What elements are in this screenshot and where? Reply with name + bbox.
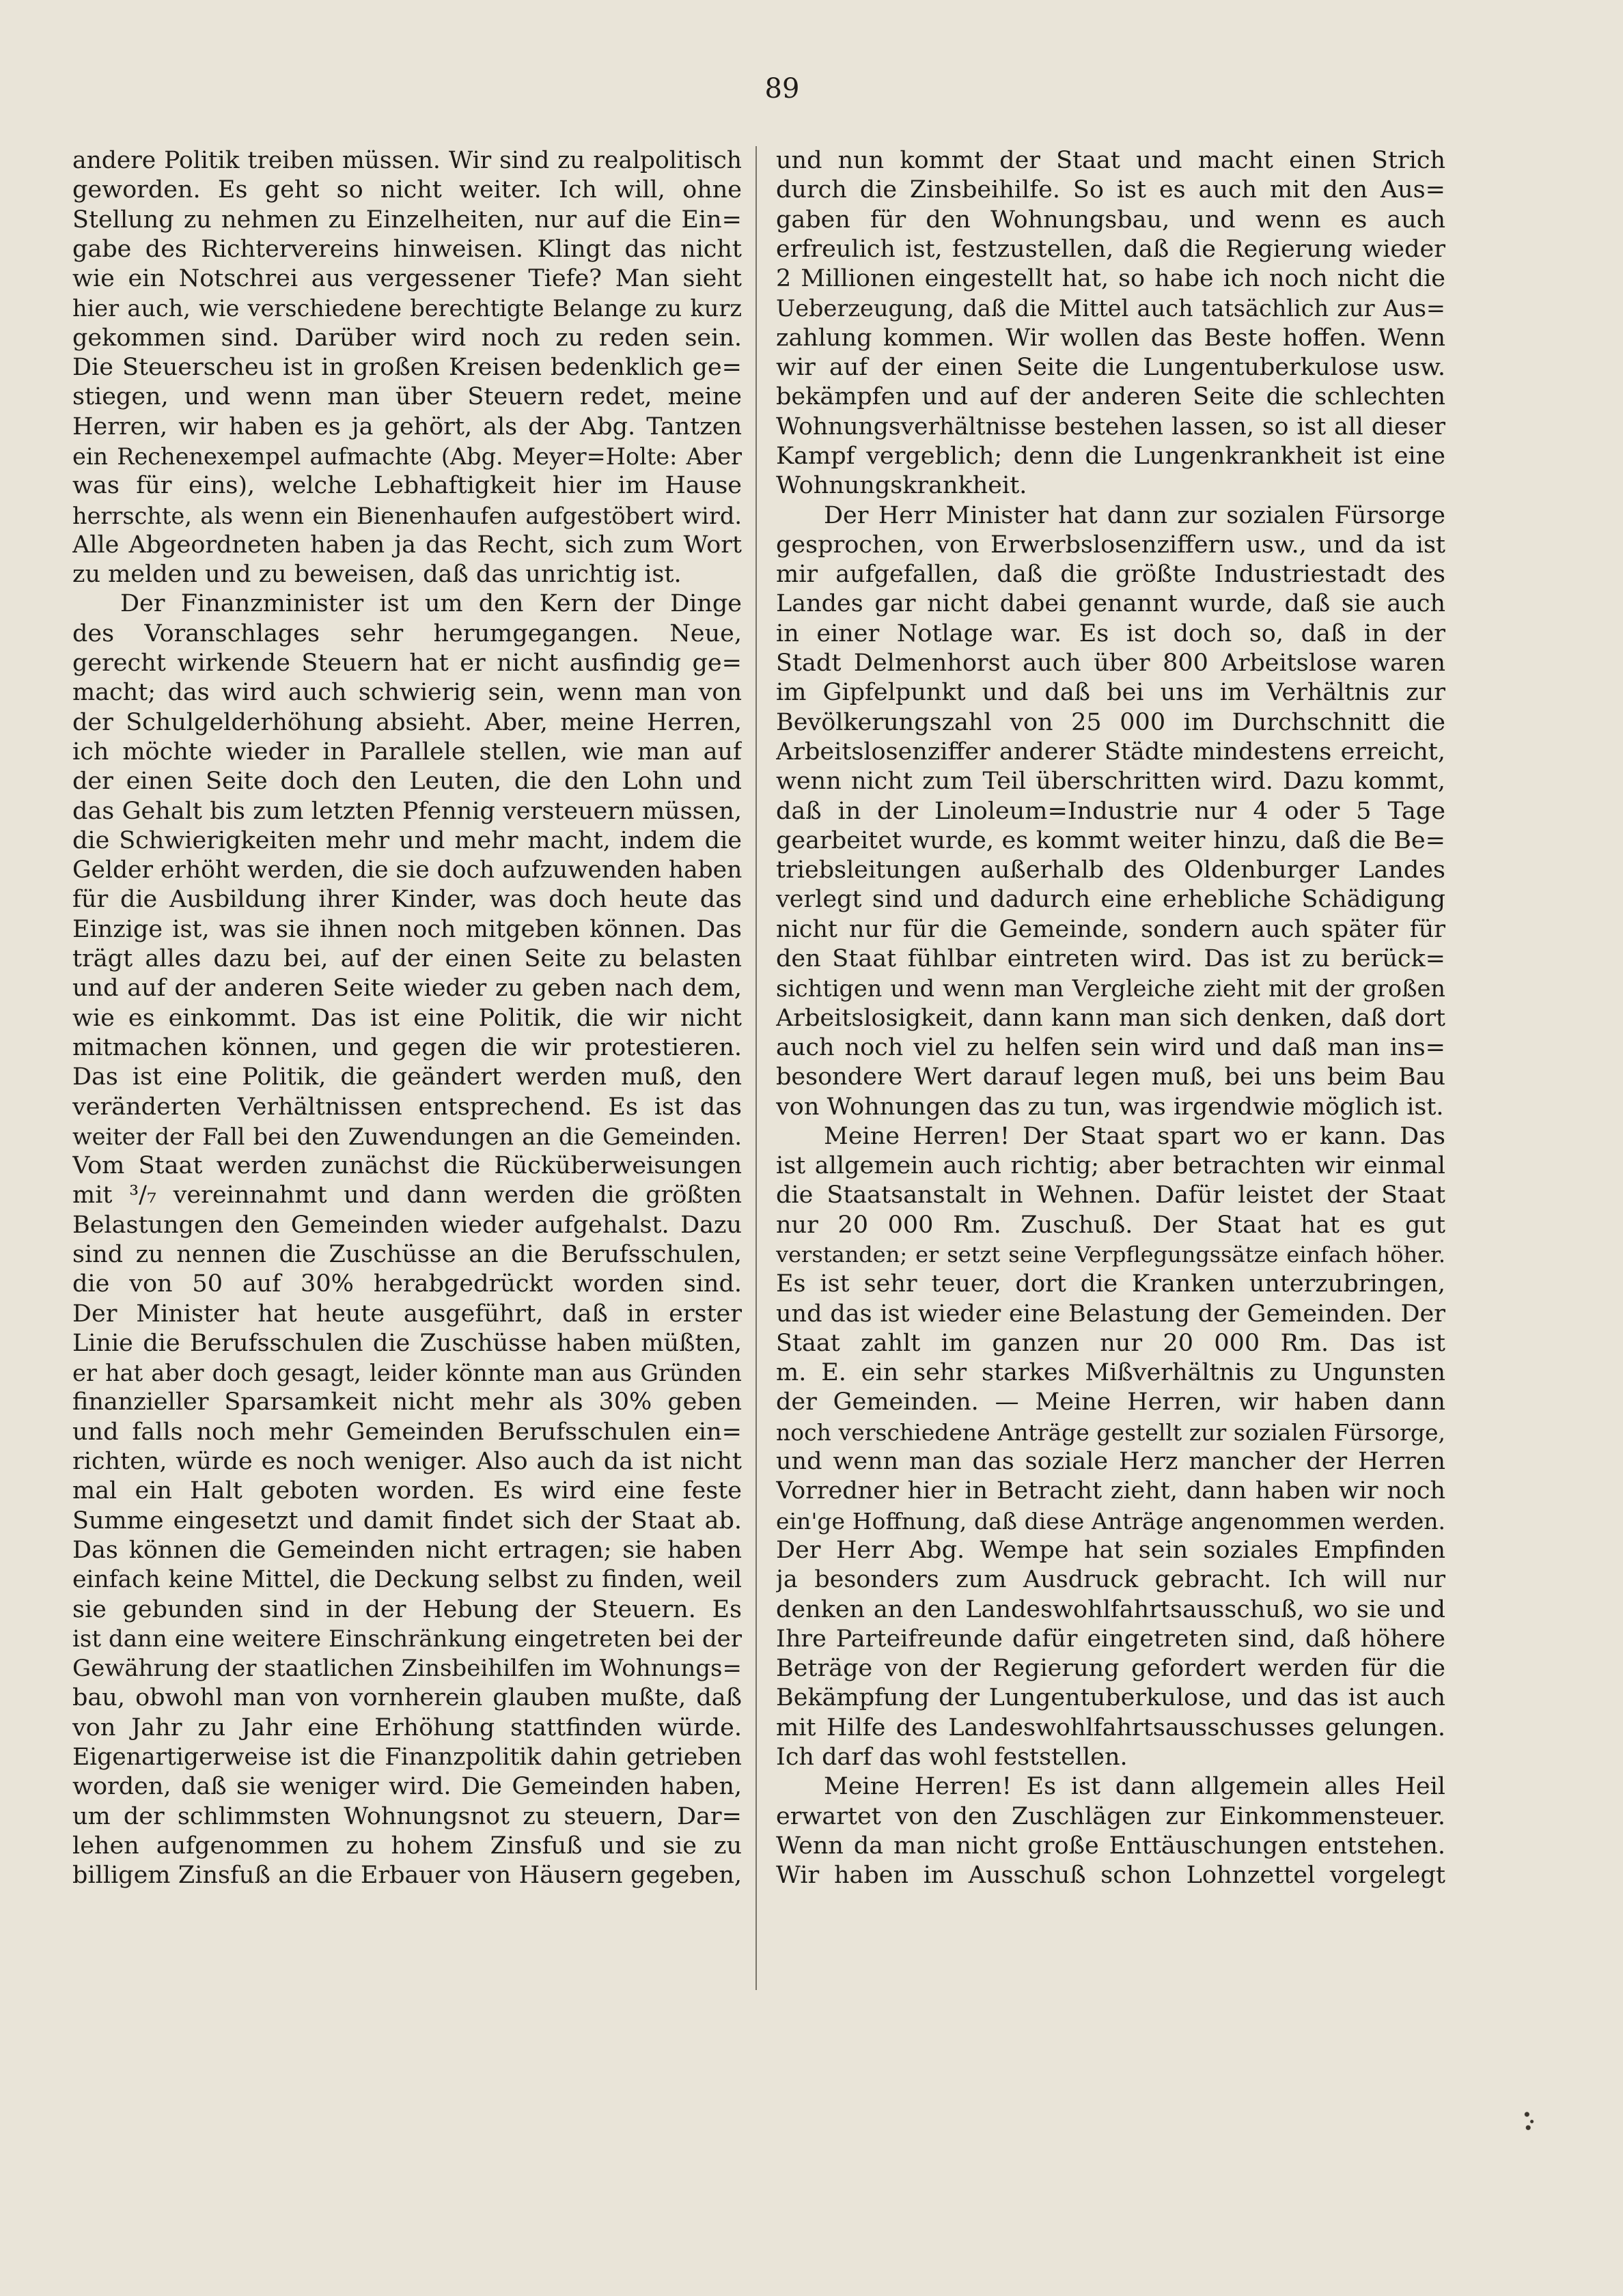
- text-line: gearbeitet wurde, es kommt weiter hinzu, daß die Be=: [776, 826, 1445, 854]
- text-line: das Gehalt bis zum letzten Pfennig versteuern müssen,: [72, 797, 742, 825]
- text-line: Ueberzeugung, daß die Mittel auch tatsächlich zur Aus=: [776, 295, 1445, 322]
- text-line: Eigenartigerweise ist die Finanzpolitik dahin getrieben: [72, 1744, 742, 1772]
- text-line: Alle Abgeordneten haben ja das Recht, sich zum Wort: [72, 531, 742, 559]
- text-line: Bekämpfung der Lungentuberkulose, und das ist auch: [776, 1684, 1445, 1712]
- text-line: und das ist wieder eine Belastung der Gemeinden. Der: [776, 1300, 1445, 1328]
- text-line: Gelder erhöht werden, die sie doch aufzuwenden haben: [72, 856, 742, 884]
- text-line: andere Politik treiben müssen. Wir sind zu realpolitisch: [72, 147, 742, 174]
- text-line: Einzige ist, was sie ihnen noch mitgeben können. Das: [72, 915, 742, 943]
- text-line: die von 50 auf 30% herabgedrückt worden sind.: [72, 1270, 742, 1298]
- text-line: Die Steuerscheu ist in großen Kreisen bedenklich ge=: [72, 354, 742, 382]
- text-line: mitmachen können, und gegen die wir protestieren.: [72, 1033, 742, 1061]
- text-line: Wohnungskrankheit.: [776, 472, 1027, 500]
- text-line: Linie die Berufsschulen die Zuschüsse haben müßten,: [72, 1329, 742, 1357]
- text-line: Kampf vergeblich; denn die Lungenkrankheit ist eine: [776, 442, 1445, 470]
- text-line: nur 20 000 Rm. Zuschuß. Der Staat hat es gut: [776, 1211, 1445, 1239]
- text-line: von Jahr zu Jahr eine Erhöhung stattfinden würde.: [72, 1713, 742, 1741]
- text-line: denken an den Landeswohlfahrtsausschuß, wo sie und: [776, 1595, 1445, 1623]
- text-line: gekommen sind. Darüber wird noch zu reden sein.: [72, 324, 742, 352]
- text-line: richten, würde es noch weniger. Also auch da ist nicht: [72, 1448, 742, 1476]
- text-line: einfach keine Mittel, die Deckung selbst zu finden, weil: [72, 1566, 742, 1594]
- text-line: und falls noch mehr Gemeinden Berufsschulen ein=: [72, 1418, 742, 1446]
- text-line: durch die Zinsbeihilfe. So ist es auch mit den Aus=: [776, 176, 1445, 204]
- text-line: ist allgemein auch richtig; aber betrachten wir einmal: [776, 1152, 1445, 1180]
- text-line: Wohnungsverhältnisse bestehen lassen, so ist all dieser: [776, 412, 1445, 440]
- text-line: die Staatsanstalt in Wehnen. Dafür leistet der Staat: [776, 1181, 1445, 1209]
- text-line: weiter der Fall bei den Zuwendungen an die Gemeinden.: [72, 1123, 742, 1150]
- text-line: ja besonders zum Ausdruck gebracht. Ich will nur: [776, 1566, 1445, 1594]
- left-text-column: [72, 146, 742, 1891]
- text-line: Beträge von der Regierung gefordert werden für die: [776, 1655, 1445, 1683]
- text-line: und nun kommt der Staat und macht einen Strich: [776, 147, 1445, 174]
- text-line: besondere Wert darauf legen muß, bei uns beim Bau: [776, 1063, 1445, 1091]
- ink-speck-mark: [1523, 2110, 1536, 2131]
- text-line: Meine Herren! Es ist dann allgemein alles Heil: [824, 1773, 1445, 1801]
- text-line: was für eins), welche Lebhaftigkeit hier im Hause: [72, 472, 742, 500]
- text-line: Belastungen den Gemeinden wieder aufgehalst. Dazu: [72, 1211, 742, 1239]
- text-line: Der Herr Minister hat dann zur sozialen Fürsorge: [824, 501, 1445, 529]
- text-line: ich möchte wieder in Parallele stellen, wie man auf: [72, 738, 742, 766]
- text-line: Das ist eine Politik, die geändert werden muß, den: [72, 1063, 742, 1091]
- text-line: Das können die Gemeinden nicht ertragen; sie haben: [72, 1536, 742, 1564]
- text-line: verstanden; er setzt seine Verpflegungssätze einfach höher.: [776, 1241, 1445, 1268]
- text-line: Gewährung der staatlichen Zinsbeihilfen im Wohnungs=: [72, 1655, 742, 1683]
- text-line: Bevölkerungszahl von 25 000 im Durchschnitt die: [776, 708, 1445, 736]
- text-line: für die Ausbildung ihrer Kinder, was doch heute das: [72, 886, 742, 914]
- text-line: gerecht wirkende Steuern hat er nicht ausfindig ge=: [72, 649, 742, 677]
- page-number: 89: [764, 73, 800, 104]
- text-line: noch verschiedene Anträge gestellt zur sozialen Fürsorge,: [776, 1418, 1445, 1446]
- text-line: Ihre Parteifreunde dafür eingetreten sind, daß höhere: [776, 1625, 1445, 1653]
- text-line: erwartet von den Zuschlägen zur Einkommensteuer.: [776, 1802, 1445, 1830]
- text-line: er hat aber doch gesagt, leider könnte man aus Gründen: [72, 1360, 742, 1387]
- text-line: von Wohnungen das zu tun, was irgendwie möglich ist.: [776, 1093, 1444, 1121]
- text-line: Arbeitslosigkeit, dann kann man sich denken, daß dort: [776, 1004, 1445, 1032]
- text-line: in einer Notlage war. Es ist doch so, daß in der: [776, 619, 1445, 647]
- text-line: wie ein Notschrei aus vergessener Tiefe? Man sieht: [72, 265, 742, 293]
- text-line: erfreulich ist, festzustellen, daß die Regierung wieder: [776, 235, 1445, 263]
- text-line: Stadt Delmenhorst auch über 800 Arbeitslose waren: [776, 649, 1445, 677]
- text-line: Ich darf das wohl feststellen.: [776, 1744, 1128, 1772]
- text-line: Staat zahlt im ganzen nur 20 000 Rm. Das ist: [776, 1329, 1445, 1357]
- text-line: des Voranschlages sehr herumgegangen. Neue,: [72, 619, 742, 647]
- text-line: gesprochen, von Erwerbslosenziffern usw., und da ist: [776, 531, 1445, 559]
- text-line: sind zu nennen die Zuschüsse an die Berufsschulen,: [72, 1240, 742, 1268]
- text-line: hier auch, wie verschiedene berechtigte Belange zu kurz: [72, 295, 742, 322]
- text-line: billigem Zinsfuß an die Erbauer von Häusern gegeben,: [72, 1862, 742, 1890]
- text-line: sichtigen und wenn man Vergleiche zieht mit der großen: [776, 975, 1445, 1003]
- text-line: stiegen, und wenn man über Steuern redet, meine: [72, 383, 742, 411]
- text-line: die Schwierigkeiten mehr und mehr macht, indem die: [72, 826, 742, 854]
- text-line: mal ein Halt geboten worden. Es wird eine feste: [72, 1477, 742, 1505]
- text-line: und auf der anderen Seite wieder zu geben nach dem,: [72, 975, 742, 1003]
- text-line: Es ist sehr teuer, dort die Kranken unterzubringen,: [776, 1270, 1445, 1298]
- text-line: Wenn da man nicht große Enttäuschungen entstehen.: [776, 1832, 1445, 1860]
- text-line: verlegt sind und dadurch eine erhebliche Schädigung: [776, 886, 1445, 914]
- text-line: Vorredner hier in Betracht zieht, dann haben wir noch: [776, 1477, 1445, 1505]
- text-line: sie gebunden sind in der Hebung der Steuern. Es: [72, 1595, 742, 1623]
- text-line: daß in der Linoleum=Industrie nur 4 oder 5 Tage: [776, 797, 1445, 825]
- text-line: wie es einkommt. Das ist eine Politik, die wir nicht: [72, 1004, 742, 1032]
- text-line: m. E. ein sehr starkes Mißverhältnis zu Ungunsten: [776, 1359, 1445, 1387]
- text-line: mir aufgefallen, daß die größte Industriestadt des: [776, 561, 1445, 589]
- text-line: zu melden und zu beweisen, daß das unrichtig ist.: [72, 561, 682, 589]
- text-line: wir auf der einen Seite die Lungentuberkulose usw.: [776, 354, 1445, 382]
- text-line: Der Finanzminister ist um den Kern der Dinge: [120, 590, 742, 618]
- text-line: ein Rechenexempel aufmachte (Abg. Meyer=Holte: Aber: [72, 443, 742, 470]
- text-line: lehen aufgenommen zu hohem Zinsfuß und sie zu: [72, 1832, 742, 1860]
- text-line: Stellung zu nehmen zu Einzelheiten, nur auf die Ein=: [72, 206, 742, 234]
- text-line: Herren, wir haben es ja gehört, als der Abg. Tantzen: [72, 412, 742, 440]
- text-line: Arbeitslosenziffer anderer Städte mindestens erreicht,: [776, 738, 1445, 766]
- text-line: der Schulgelderhöhung absieht. Aber, meine Herren,: [72, 708, 742, 736]
- text-line: Summe eingesetzt und damit findet sich der Staat ab.: [72, 1507, 742, 1535]
- text-line: den Staat fühlbar eintreten wird. Das ist zu berück=: [776, 945, 1445, 973]
- text-line: der einen Seite doch den Leuten, die den Lohn und: [72, 768, 742, 796]
- text-line: zahlung kommen. Wir wollen das Beste hoffen. Wenn: [776, 324, 1445, 352]
- text-line: der Gemeinden. — Meine Herren, wir haben dann: [776, 1388, 1445, 1416]
- text-line: 2 Millionen eingestellt hat, so habe ich noch nicht die: [776, 265, 1445, 293]
- text-line: auch noch viel zu helfen sein wird und daß man ins=: [776, 1033, 1445, 1061]
- text-line: Der Herr Abg. Wempe hat sein soziales Empfinden: [776, 1536, 1445, 1564]
- text-line: nicht nur für die Gemeinde, sondern auch später für: [776, 915, 1445, 943]
- text-line: Landes gar nicht dabei genannt wurde, daß sie auch: [776, 590, 1445, 618]
- column-divider: [755, 146, 757, 1990]
- text-line: wenn nicht zum Teil überschritten wird. Dazu kommt,: [776, 768, 1445, 796]
- text-line: um der schlimmsten Wohnungsnot zu steuern, Dar=: [72, 1802, 742, 1830]
- text-line: triebsleitungen außerhalb des Oldenburger Landes: [776, 856, 1445, 884]
- right-text-column: [776, 146, 1445, 1891]
- text-line: geworden. Es geht so nicht weiter. Ich will, ohne: [72, 176, 742, 204]
- text-line: ein'ge Hoffnung, daß diese Anträge angenommen werden.: [776, 1507, 1445, 1535]
- text-line: gabe des Richtervereins hinweisen. Klingt das nicht: [72, 235, 742, 263]
- text-line: veränderten Verhältnissen entsprechend. Es ist das: [72, 1093, 742, 1121]
- text-line: bau, obwohl man von vornherein glauben mußte, daß: [72, 1684, 742, 1712]
- text-line: Meine Herren! Der Staat spart wo er kann. Das: [824, 1122, 1445, 1150]
- text-line: mit Hilfe des Landeswohlfahrtsausschusses gelungen.: [776, 1713, 1445, 1741]
- text-line: im Gipfelpunkt und daß bei uns im Verhältnis zur: [776, 679, 1445, 707]
- text-line: mit ³/₇ vereinnahmt und dann werden die größten: [72, 1181, 742, 1209]
- text-line: bekämpfen und auf der anderen Seite die schlechten: [776, 383, 1445, 411]
- text-line: gaben für den Wohnungsbau, und wenn es auch: [776, 206, 1445, 234]
- text-line: und wenn man das soziale Herz mancher der Herren: [776, 1448, 1445, 1476]
- text-line: trägt alles dazu bei, auf der einen Seite zu belasten: [72, 945, 742, 973]
- text-line: ist dann eine weitere Einschränkung eingetreten bei der: [72, 1625, 742, 1653]
- text-line: worden, daß sie weniger wird. Die Gemeinden haben,: [72, 1773, 742, 1801]
- text-line: herrschte, als wenn ein Bienenhaufen aufgestöbert wird.: [72, 502, 742, 529]
- text-line: Der Minister hat heute ausgeführt, daß in erster: [72, 1300, 742, 1328]
- text-line: finanzieller Sparsamkeit nicht mehr als 30% geben: [72, 1388, 742, 1416]
- text-line: Wir haben im Ausschuß schon Lohnzettel vorgelegt: [776, 1862, 1445, 1890]
- text-line: macht; das wird auch schwierig sein, wenn man von: [72, 679, 742, 707]
- text-line: Vom Staat werden zunächst die Rücküberweisungen: [72, 1152, 742, 1180]
